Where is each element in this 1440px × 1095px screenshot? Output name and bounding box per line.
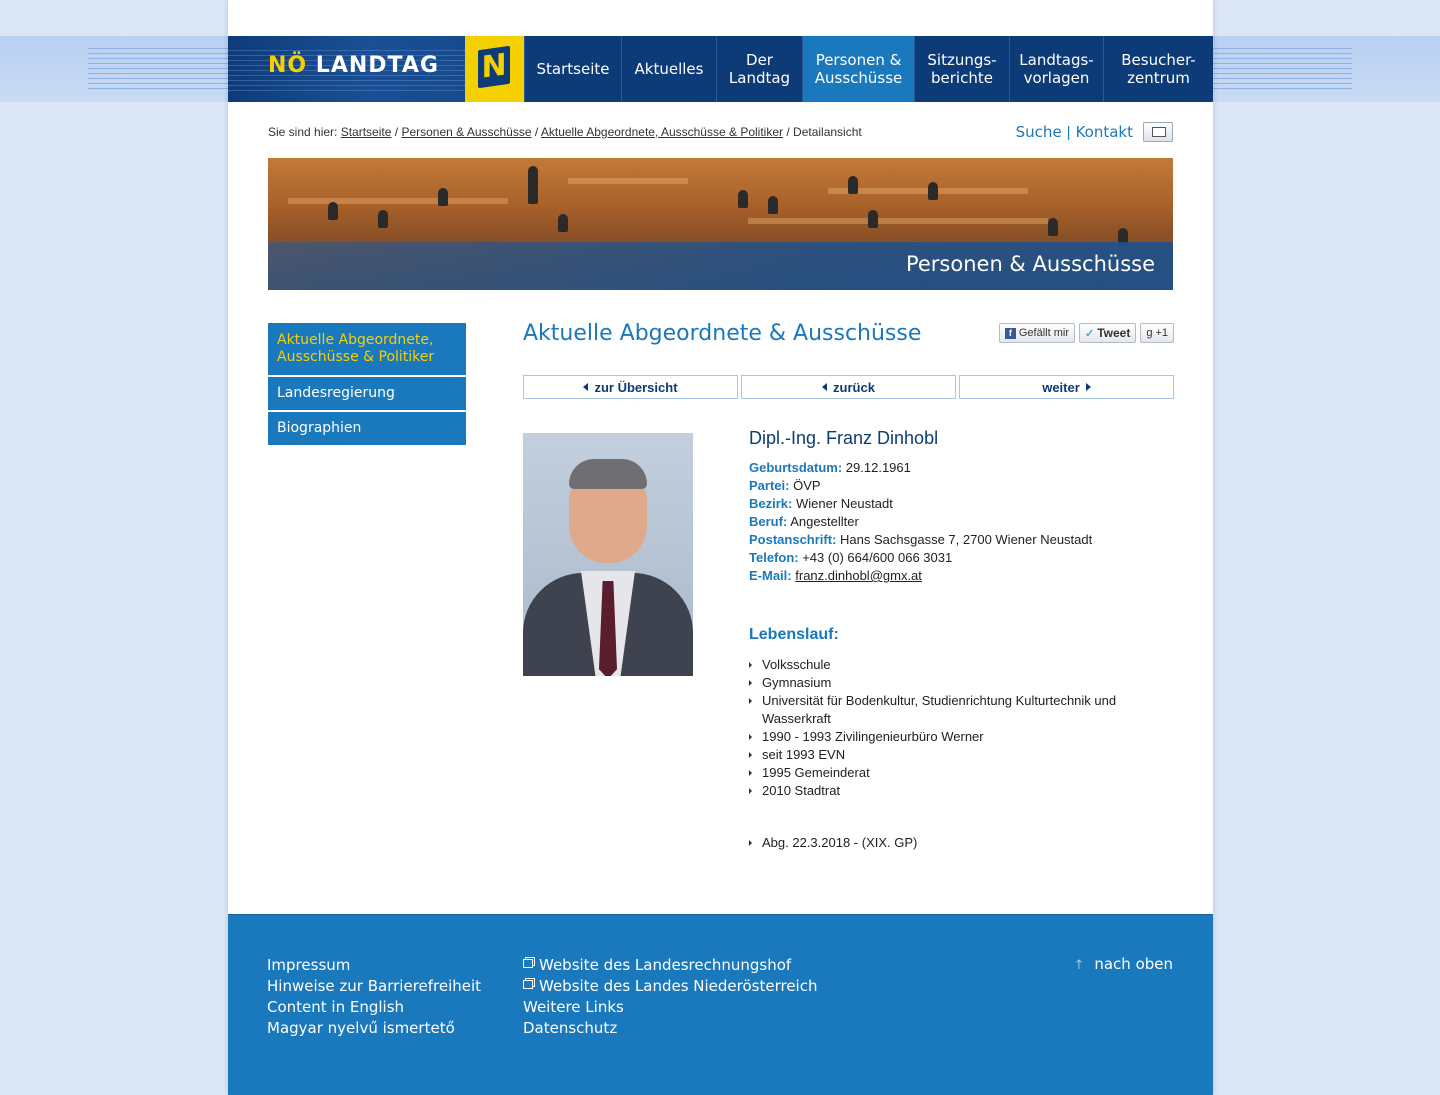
footer-link[interactable]: Hinweise zur Barrierefreiheit <box>267 977 482 995</box>
breadcrumb: Sie sind hier: Startseite / Personen & Ausschüsse / Aktuelle Abgeordnete, Ausschüsse & Politiker / Detailansicht <box>268 125 862 139</box>
back-to-top-label: nach oben <box>1094 955 1173 973</box>
footer-column-1 <box>267 955 481 1039</box>
main-navigation <box>524 36 1213 102</box>
person-name: Dipl.-Ing. Franz Dinhobl <box>749 428 939 448</box>
footer-link[interactable]: Magyar nyelvű ismertető <box>267 1019 455 1037</box>
breadcrumb-link-startseite[interactable]: Startseite <box>340 125 392 139</box>
fact-key: E-Mail: <box>749 568 792 583</box>
page-title: Aktuelle Abgeordnete & Ausschüsse <box>523 321 922 346</box>
next-label: weiter <box>1042 379 1080 395</box>
arrow-left-icon <box>822 383 827 391</box>
facebook-icon: f <box>1005 328 1016 339</box>
breadcrumb-link-aktuelle[interactable]: Aktuelle Abgeordnete, Ausschüsse & Politiker <box>540 125 784 139</box>
facebook-like-button[interactable] <box>999 323 1075 343</box>
fact-value: ÖVP <box>793 478 821 493</box>
fact-row <box>749 513 1174 531</box>
noe-logo-icon[interactable] <box>465 36 524 102</box>
overview-label: zur Übersicht <box>594 379 678 395</box>
search-link[interactable]: Suche <box>1015 123 1062 141</box>
breadcrumb-prefix: Sie sind hier: <box>268 125 338 139</box>
tweet-button[interactable] <box>1079 323 1136 343</box>
footer-link[interactable] <box>523 997 817 1018</box>
footer-link-label: Datenschutz <box>523 1019 618 1037</box>
fact-row <box>749 567 1174 585</box>
footer-link[interactable] <box>523 1018 817 1039</box>
fact-value: Wiener Neustadt <box>795 496 893 511</box>
cv-title: Lebenslauf: <box>749 626 839 643</box>
fact-key: Partei: <box>749 478 790 493</box>
fact-value: 29.12.1961 <box>845 460 911 475</box>
header-banner-image <box>268 158 1173 290</box>
fact-row <box>749 459 1174 477</box>
decorative-lines-left <box>88 48 228 92</box>
social-buttons <box>999 323 1174 343</box>
breadcrumb-link-personen[interactable]: Personen & Ausschüsse <box>401 125 532 139</box>
sidenav-item-0[interactable]: Aktuelle Abgeordnete, Ausschüsse & Politiker <box>268 323 466 375</box>
cv-item: 2010 Stadtrat <box>749 782 1174 800</box>
fact-value: Angestellter <box>790 514 859 529</box>
nav-item-1[interactable]: Aktuelles <box>621 36 716 102</box>
brand-logo[interactable] <box>228 36 465 102</box>
footer-link-label: Website des Landes Niederösterreich <box>539 977 818 995</box>
facebook-like-label: Gefällt mir <box>1018 327 1069 339</box>
fact-key: Postanschrift: <box>749 532 837 547</box>
decorative-lines-right <box>1212 48 1352 92</box>
external-link-icon <box>523 959 533 968</box>
cv-item: Volksschule <box>749 656 1174 674</box>
contact-link[interactable]: Kontakt <box>1075 123 1133 141</box>
arrow-left-icon <box>583 383 588 391</box>
person-facts <box>749 459 1174 585</box>
footer-column-2 <box>523 955 817 1039</box>
fact-row <box>749 477 1174 495</box>
email-link[interactable]: franz.dinhobl@gmx.at <box>795 568 922 583</box>
person-details <box>749 428 1174 852</box>
nav-item-0[interactable]: Startseite <box>524 36 621 102</box>
detail-pager <box>523 375 1174 399</box>
back-to-top-link[interactable] <box>1073 955 1173 973</box>
mandate-item: Abg. 22.3.2018 - (XIX. GP) <box>749 834 1174 852</box>
nav-item-6[interactable]: Besucher- zentrum <box>1103 36 1213 102</box>
cv-item: 1995 Gemeinderat <box>749 764 1174 782</box>
utility-separator: | <box>1066 123 1071 141</box>
site-footer <box>228 914 1213 1095</box>
brand-suffix: LANDTAG <box>315 53 439 78</box>
footer-link-label: Website des Landesrechnungshof <box>539 956 792 974</box>
nav-item-4[interactable]: Sitzungs- berichte <box>914 36 1009 102</box>
cv-item: 1990 - 1993 Zivilingenieurbüro Werner <box>749 728 1174 746</box>
next-button[interactable] <box>959 375 1174 399</box>
mandate-list <box>749 834 1174 852</box>
brand-prefix: NÖ <box>268 53 308 78</box>
cv-item: seit 1993 EVN <box>749 746 1174 764</box>
site-header <box>228 36 1213 102</box>
cv-item: Gymnasium <box>749 674 1174 692</box>
fact-key: Telefon: <box>749 550 799 565</box>
arrow-up-icon: ↑ <box>1073 958 1085 973</box>
tweet-label: Tweet <box>1097 326 1131 340</box>
fact-row <box>749 549 1174 567</box>
gplus-icon: g <box>1146 327 1153 339</box>
breadcrumb-current: Detailansicht <box>793 125 862 139</box>
back-button[interactable] <box>741 375 956 399</box>
footer-link-label: Weitere Links <box>523 998 624 1016</box>
section-navigation <box>268 323 466 447</box>
footer-link[interactable] <box>523 976 817 997</box>
banner-title: Personen & Ausschüsse <box>905 252 1155 276</box>
fact-row <box>749 531 1174 549</box>
sidenav-item-1[interactable]: Landesregierung <box>268 377 466 410</box>
fact-key: Geburtsdatum: <box>749 460 843 475</box>
nav-item-2[interactable]: Der Landtag <box>716 36 802 102</box>
cv-list <box>749 656 1174 800</box>
fact-value: +43 (0) 664/600 066 3031 <box>802 550 953 565</box>
footer-link[interactable]: Content in English <box>267 998 405 1016</box>
utility-links <box>1016 122 1173 142</box>
arrow-right-icon <box>1086 383 1091 391</box>
external-link-icon <box>523 980 533 989</box>
back-label: zurück <box>833 379 875 395</box>
footer-link[interactable]: Impressum <box>267 956 351 974</box>
fact-key: Bezirk: <box>749 496 793 511</box>
print-icon[interactable] <box>1143 122 1173 142</box>
footer-link[interactable] <box>523 955 817 976</box>
twitter-icon: ✓ <box>1084 327 1095 340</box>
fact-row <box>749 495 1174 513</box>
person-portrait <box>523 433 693 676</box>
fact-key: Beruf: <box>749 514 788 529</box>
nav-item-5[interactable]: Landtags- vorlagen <box>1009 36 1103 102</box>
fact-value: Hans Sachsgasse 7, 2700 Wiener Neustadt <box>840 532 1093 547</box>
cv-item: Universität für Bodenkultur, Studienrichtung Kulturtechnik und Wasserkraft <box>749 692 1174 728</box>
gplus-button[interactable] <box>1140 323 1174 343</box>
gplus-label: +1 <box>1155 327 1168 339</box>
nav-item-3[interactable]: Personen & Ausschüsse <box>802 36 914 102</box>
overview-button[interactable] <box>523 375 738 399</box>
logo-letter: N <box>478 46 510 88</box>
sidenav-item-2[interactable]: Biographien <box>268 412 466 445</box>
page-container <box>228 0 1213 1094</box>
main-content <box>523 318 1174 850</box>
